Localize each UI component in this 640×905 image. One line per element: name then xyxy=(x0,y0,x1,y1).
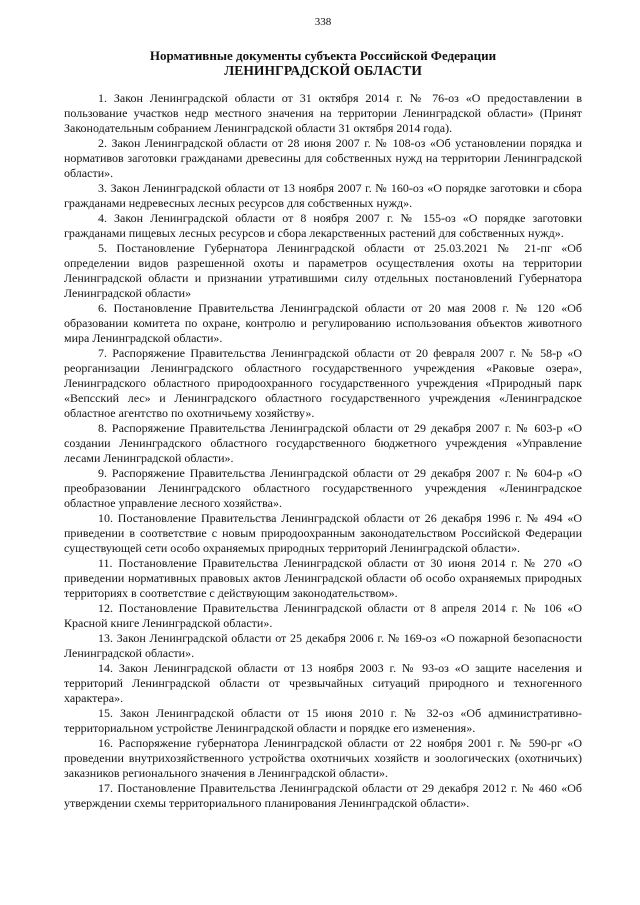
page-number: 338 xyxy=(314,16,332,28)
section-heading: Нормативные документы субъекта Российской Федерации xyxy=(149,48,497,63)
section-subheading: ЛЕНИНГРАДСКОЙ ОБЛАСТИ xyxy=(224,63,422,78)
list-item: 10. Постановление Правительства Ленинградской области от 26 декабря 1996 г. № 494 «О приведении в соответствие с новым природоохранным законодательством Российской Федерации существующей сети особо охраняемых природных территорий Ленинградской области». xyxy=(64,511,582,555)
document-list xyxy=(64,91,582,811)
list-item: 13. Закон Ленинградской области от 25 декабря 2006 г. № 169-оз «О пожарной безопасности Ленинградской области». xyxy=(64,631,582,660)
list-item: 8. Распоряжение Правительства Ленинградской области от 29 декабря 2007 г. № 603-р «О создании Ленинградского областного государственного бюджетного учреждения «Управление лесами Ленинградской области». xyxy=(64,421,582,465)
list-item: 11. Постановление Правительства Ленинградской области от 30 июня 2014 г. № 270 «О приведении нормативных правовых актов Ленинградской области об особо охраняемых природных территориях в соответствие с действующим законодательством». xyxy=(64,556,582,600)
list-item: 7. Распоряжение Правительства Ленинградской области от 20 февраля 2007 г. № 58-р «О реорганизации Ленинградского областного государственного учреждения «Раковые озера», Ленинградского областного природоохранного государственного учреждения «Природный парк «Вепсский лес» и Ленинградского областного государственного учреждения «Ленинградское областное агентство по охотничьему хозяйству». xyxy=(64,346,582,420)
list-item: 17. Постановление Правительства Ленинградской области от 29 декабря 2012 г. № 460 «Об утверждении схемы территориального планирования Ленинградской области». xyxy=(64,781,582,810)
list-item: 3. Закон Ленинградской области от 13 ноября 2007 г. № 160-оз «О порядке заготовки и сбора гражданами недревесных лесных ресурсов для собственных нужд». xyxy=(64,181,582,210)
list-item: 1. Закон Ленинградской области от 31 октября 2014 г. № 76-оз «О предоставлении в пользование участков недр местного значения на территории Ленинградской области» (Принят Законодательным собранием Ленинградской области 31 октября 2014 года). xyxy=(64,91,582,135)
list-item: 15. Закон Ленинградской области от 15 июня 2010 г. № 32-оз «Об административно-территориальном устройстве Ленинградской области и порядке его изменения». xyxy=(64,706,582,735)
list-item: 4. Закон Ленинградской области от 8 ноября 2007 г. № 155-оз «О порядке заготовки гражданами пищевых лесных ресурсов и сбора лекарственных растений для собственных нужд». xyxy=(64,211,582,240)
list-item: 5. Постановление Губернатора Ленинградской области от 25.03.2021 № 21-пг «Об определении видов разрешенной охоты и параметров осуществления охоты на территории Ленинградской области и признании утратившими силу отдельных постановлений Губернатора Ленинградской области» xyxy=(64,241,582,300)
list-item: 16. Распоряжение губернатора Ленинградской области от 22 ноября 2001 г. № 590-рг «О проведении внутрихозяйственного устройства охотничьих хозяйств и зоологических (охотничьих) заказников регионального значения в Ленинградской области». xyxy=(64,736,582,780)
list-item: 2. Закон Ленинградской области от 28 июня 2007 г. № 108-оз «Об установлении порядка и нормативов заготовки гражданами древесины для собственных нужд на территории Ленинградской области». xyxy=(64,136,582,180)
list-item: 12. Постановление Правительства Ленинградской области от 8 апреля 2014 г. № 106 «О Красной книге Ленинградской области». xyxy=(64,601,582,630)
list-item: 6. Постановление Правительства Ленинградской области от 20 мая 2008 г. № 120 «Об образовании комитета по охране, контролю и регулированию использования объектов животного мира Ленинградской области». xyxy=(64,301,582,345)
list-item: 14. Закон Ленинградской области от 13 ноября 2003 г. № 93-оз «О защите населения и территорий Ленинградской области от чрезвычайных ситуаций природного и техногенного характера». xyxy=(64,661,582,705)
list-item: 9. Распоряжение Правительства Ленинградской области от 29 декабря 2007 г. № 604-р «О преобразовании Ленинградского областного государственного учреждения «Ленинградское областное управление лесного хозяйства». xyxy=(64,466,582,510)
